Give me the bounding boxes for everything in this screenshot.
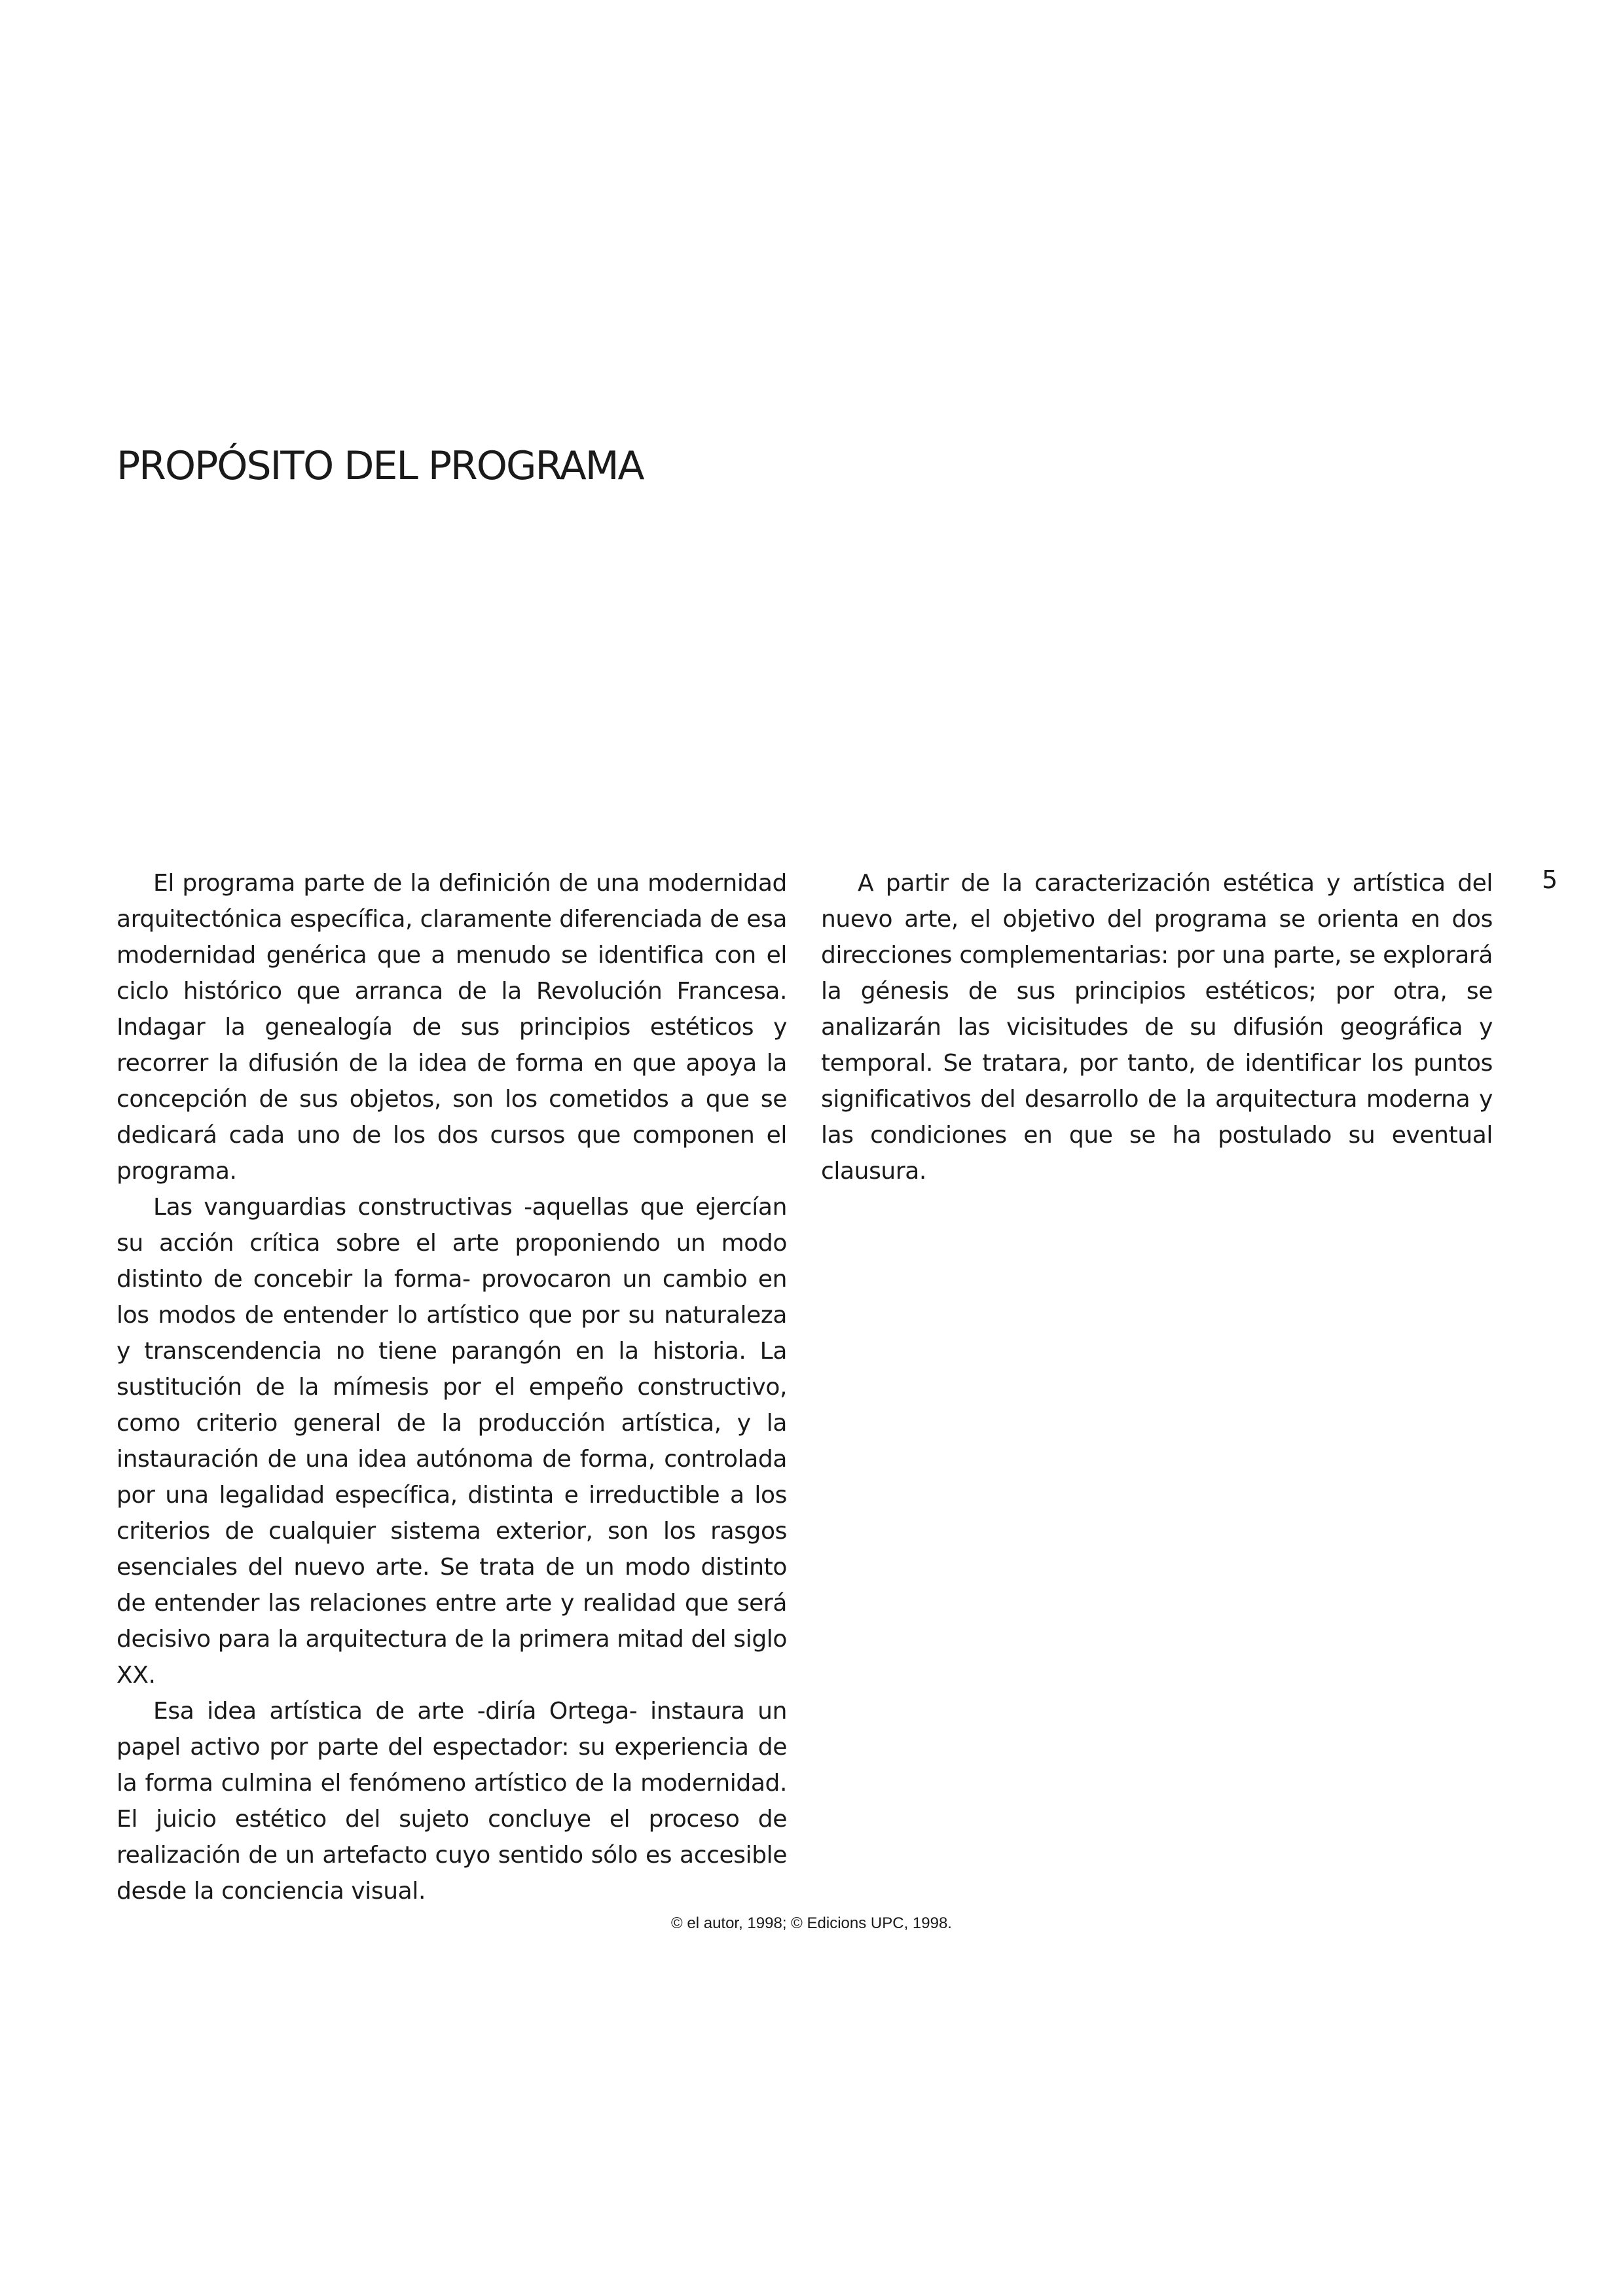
paragraph: A partir de la caracterización estética y artística del nuevo arte, el objetivo del programa se orienta en dos direcciones complementarias: por una parte, se explorará la génesis de sus principios estéticos; por otra, se analizarán las vicisitudes de su difusión geográfica y temporal. Se tratara, por tanto, de identificar los puntos significativos del desarrollo de la arquitectura moderna y las condiciones en que se ha postulado su eventual clausura. (821, 870, 1493, 1185)
page-number: 5 (1542, 865, 1558, 894)
paragraph: Esa idea artística de arte -diría Ortega- instaura un papel activo por parte del espectador: su experiencia de la forma culmina el fenómeno artístico de la modernidad. El juicio estético del sujeto concluye el proceso de realización de un artefacto cuyo sentido sólo es accesible desde la conciencia visual. (117, 1698, 787, 1905)
right-column (821, 865, 1493, 1189)
paragraph: El programa parte de la definición de una modernidad arquitectónica específica, claramente diferenciada de esa modernidad genérica que a menudo se identifica con el ciclo histórico que arranca de la Revolución Francesa. Indagar la genealogía de sus principios estéticos y recorrer la difusión de la idea de forma en que apoya la concepción de sus objetos, son los cometidos a que se dedicará cada uno de los dos cursos que componen el programa. (117, 870, 787, 1185)
paragraph: Las vanguardias constructivas -aquellas que ejercían su acción crítica sobre el arte proponiendo un modo distinto de concebir la forma- provocaron un cambio en los modos de entender lo artístico que por su naturaleza y transcendencia no tiene parangón en la historia. La sustitución de la mímesis por el empeño constructivo, como criterio general de la producción artística, y la instauración de una idea autónoma de forma, controlada por una legalidad específica, distinta e irreductible a los criterios de cualquier sistema exterior, son los rasgos esenciales del nuevo arte. Se trata de un modo distinto de entender las relaciones entre arte y realidad que será decisivo para la arquitectura de la primera mitad del siglo XX. (117, 1194, 787, 1689)
left-column (117, 865, 787, 1909)
copyright-footer: © el autor, 1998; © Edicions UPC, 1998. (671, 1914, 952, 1932)
page-title: PROPÓSITO DEL PROGRAMA (117, 443, 644, 489)
